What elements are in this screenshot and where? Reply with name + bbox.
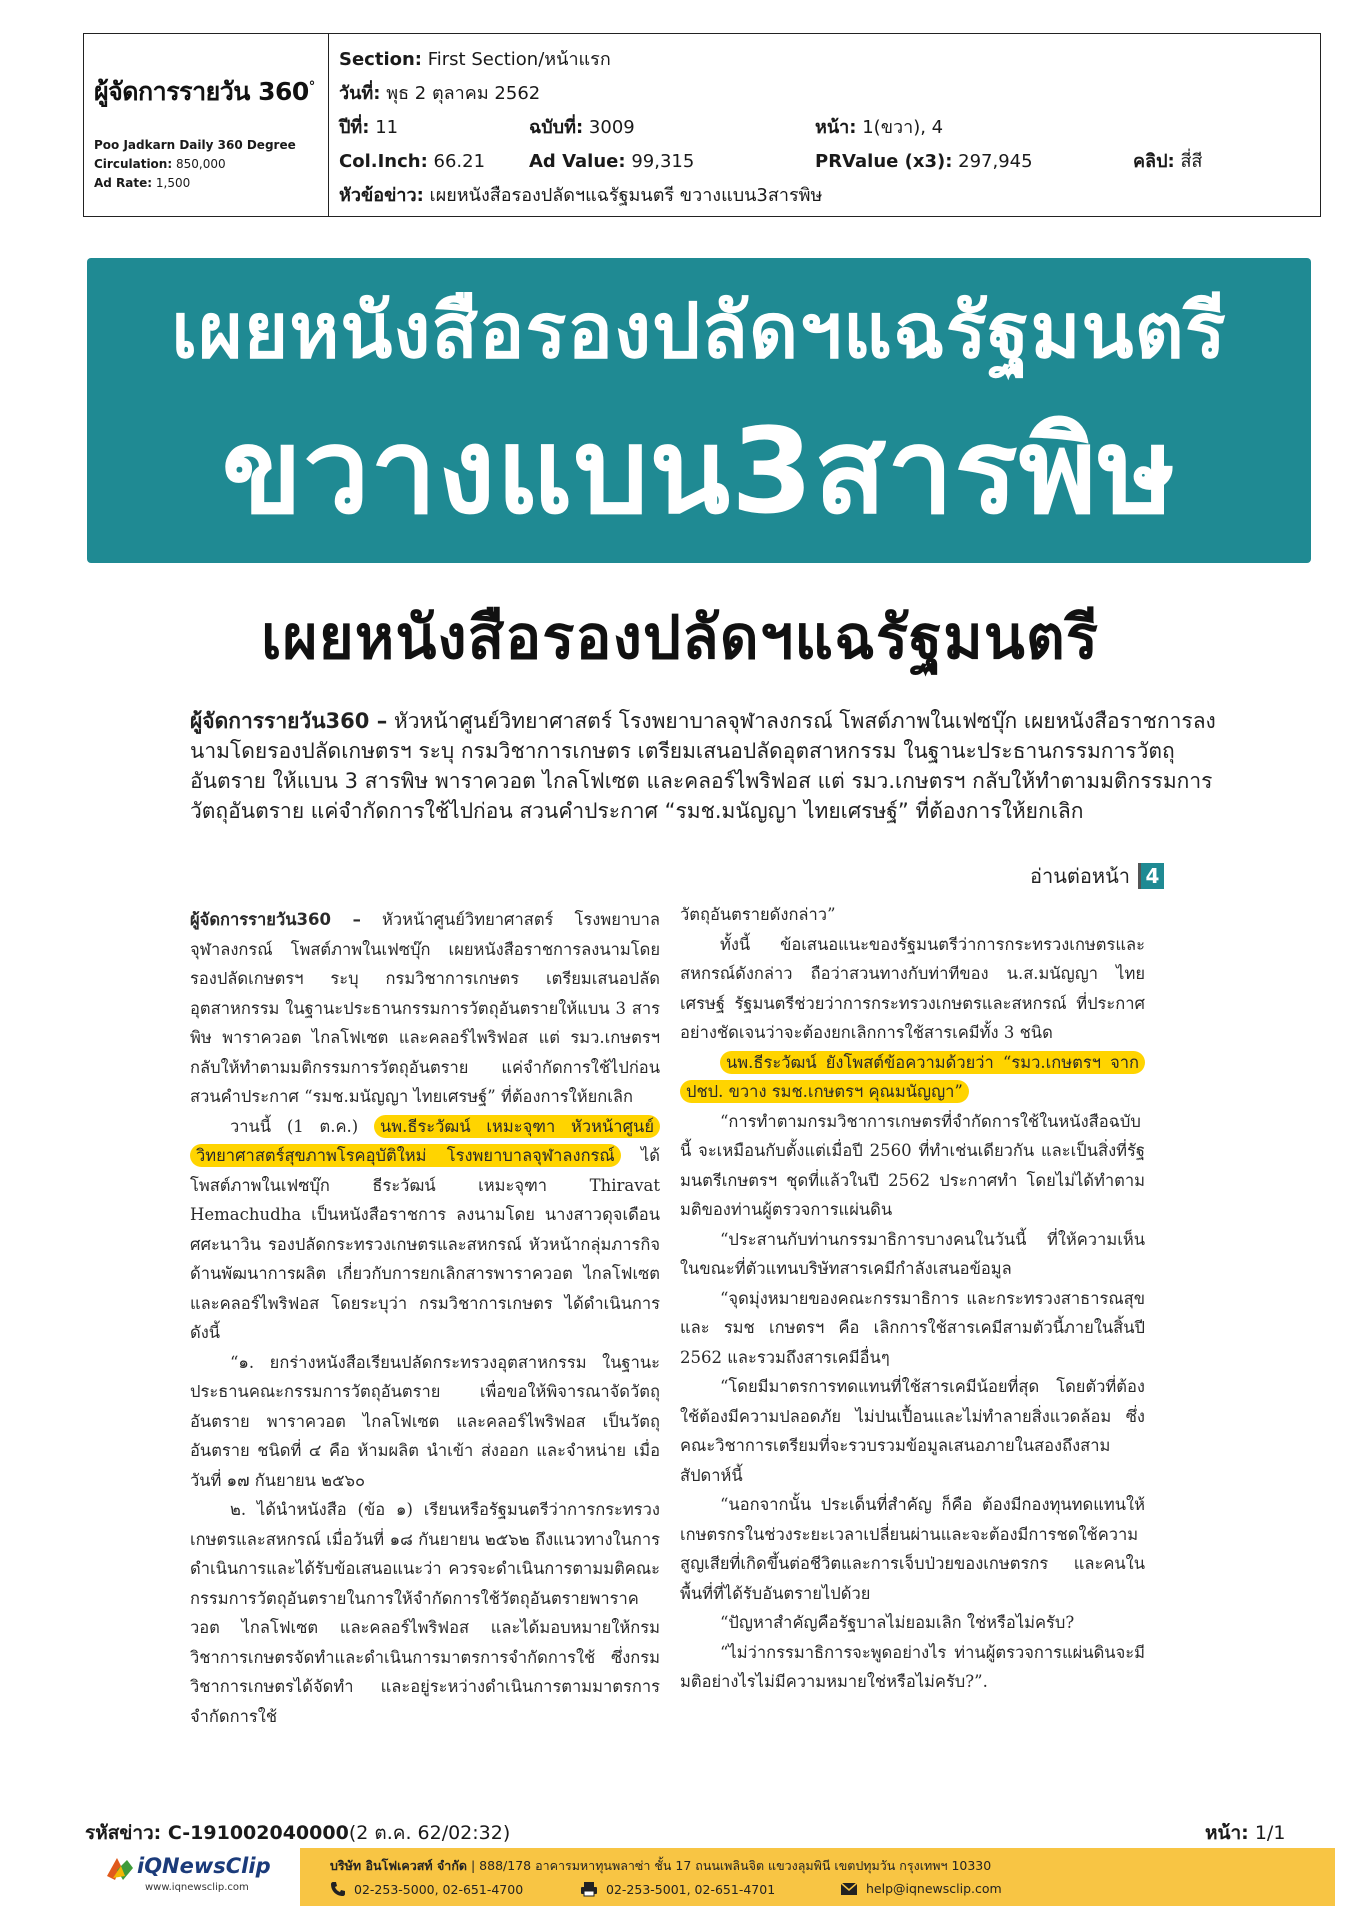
circulation: Circulation: 850,000 [94, 157, 226, 171]
paragraph: วัตถุอันตรายดังกล่าว” [680, 905, 836, 924]
value-row: Col.Inch: 66.21 Ad Value: 99,315 PRValue (x3): 297,945 คลิป: สี่สี [339, 151, 1203, 172]
paragraph: “ปัญหาสำคัญคือรัฐบาลไม่ยอมเลิก ใช่หรือไม่ครับ? [720, 1613, 1075, 1632]
clipping-details [329, 34, 1320, 216]
year-row: ปีที่: 11 ฉบับที่: 3009 หน้า: 1(ขวา), 4 [339, 117, 944, 138]
lead-byline: ผู้จัดการรายวัน360 – [190, 709, 388, 733]
article-lead [190, 706, 1220, 826]
paragraph: “จุดมุ่งหมายของคณะกรรมาธิการ และกระทรวงสาธารณสุข และ รมช เกษตรฯ คือ เลิกการใช้สารเคมีสามตัวนี้ภายในสิ้นปี 2562 และรวมถึงสารเคมีอื่นๆ [680, 1288, 1145, 1367]
headline-banner [87, 258, 1311, 563]
paragraph: วานนี้ (1 ต.ค.) นพ.ธีระวัฒน์ เหมะจุฑา หัวหน้าศูนย์วิทยาศาสตร์สุขภาพโรคอุบัติใหม่ โรงพยาบาลจุฬาลงกรณ์ ได้โพสต์ภาพในเฟซบุ๊ก ธีระวัฒน์ เหมะจุฑา Thiravat Hemachudha เป็นหนังสือราชการ ลงนามโดย นางสาวดุจเดือน ศศะนาวิน รองปลัดกระทรวงเกษตรและสหกรณ์ หัวหน้ากลุ่มภารกิจด้านพัฒนาการผลิต เกี่ยวกับการยกเลิกสารพาราควอต ไกลโฟเซต และคลอร์ไพริฟอส โดยระบุว่า กรมวิชาการเกษตร ได้ดำเนินการ ดังนี้ [190, 1116, 660, 1342]
paragraph: ทั้งนี้ ข้อเสนอแนะของรัฐมนตรีว่าการกระทรวงเกษตรและสหกรณ์ดังกล่าว ถือว่าสวนทางกับท่าทีของ น.ส.มนัญญา ไทยเศรษฐ์ รัฐมนตรีช่วยว่าการกระทรวงเกษตรและสหกรณ์ ที่ประกาศอย่างชัดเจนว่าจะต้องยกเลิกการใช้สารเคมีทั้ง 3 ชนิด [680, 934, 1145, 1042]
contact-bar [300, 1848, 1335, 1906]
email-icon [840, 1882, 858, 1896]
publication-name-en: Poo Jadkarn Daily 360 Degree [94, 138, 296, 152]
phone-icon [330, 1881, 346, 1897]
paragraph: “โดยมีมาตรการทดแทนที่ใช้สารเคมีน้อยที่สุด โดยตัวที่ต้องใช้ต้องมีความปลอดภัย ไม่ปนเปื้อนและไม่ทำลายสิ่งแวดล้อม ซึ่งคณะวิชาการเตรียมที่จะรวบรวมข้อมูลเสนอภายในสองถึงสามสัปดาห์นี้ [680, 1377, 1145, 1485]
paragraph: “ไม่ว่ากรรมาธิการจะพูดอย่างไร ท่านผู้ตรวจการแผ่นดินจะมีมติอย่างไรไม่มีความหมายใช่หรือไม่ครับ?”. [680, 1642, 1145, 1691]
paragraph: ผู้จัดการรายวัน360 – หัวหน้าศูนย์วิทยาศาสตร์ โรงพยาบาลจุฬาลงกรณ์ โพสต์ภาพในเฟซบุ๊ก เผยหนังสือราชการลงนามโดยรองปลัดเกษตรฯ ระบุ กรมวิชาการเกษตร เตรียมเสนอปลัดอุตสาหกรรม ในฐานะประธานกรรมการวัตถุอันตรายให้แบน 3 สารพิษ พาราควอต ไกลโฟเซต และคลอร์ไพริฟอส แต่ รมว.เกษตรฯ กลับให้ทำตามมติกรรมการวัตถุอันตราย แค่จำกัดการใช้ไปก่อน สวนคำประกาศ “รมช.มนัญญา ไทยเศรษฐ์” ที่ต้องการให้ยกเลิก [190, 910, 660, 1106]
article-subheadline: เผยหนังสือรองปลัดฯแฉรัฐมนตรี [260, 603, 1100, 673]
publication-name: ผู้จัดการรายวัน 360° [94, 77, 315, 106]
banner-headline-line2: ขวางแบน3สารพิษ [221, 402, 1177, 540]
paragraph [680, 1048, 1145, 1107]
clipping-metadata-box [83, 33, 1321, 217]
paragraph: “๑. ยกร่างหนังสือเรียนปลัดกระทรวงอุตสาหกรรม ในฐานะประธานคณะกรรมการวัตถุอันตราย เพื่อขอให้พิจารณาจัดวัตถุอันตราย พาราควอต ไกลโฟเซต และคลอร์ไพริฟอส เป็นวัตถุอันตราย ชนิดที่ ๔ คือ ห้ามผลิต นำเข้า ส่งออก และจำหน่าย เมื่อวันที่ ๑๗ กันยายน ๒๕๖๐ [190, 1352, 660, 1490]
page-indicator: หน้า: 1/1 [1205, 1822, 1286, 1844]
date-row: วันที่: พุธ 2 ตุลาคม 2562 [339, 83, 541, 104]
headline-row: หัวข้อข่าว: เผยหนังสือรองปลัดฯแฉรัฐมนตรี ขวางแบน3สารพิษ [339, 185, 823, 206]
read-more-label: อ่านต่อหน้า [1030, 864, 1130, 888]
highlighted-text: นพ.ธีระวัฒน์ เหมะจุฑา หัวหน้าศูนย์วิทยาศาสตร์สุขภาพโรคอุบัติใหม่ โรงพยาบาลจุฬาลงกรณ์ [190, 1115, 660, 1168]
article-column-left [190, 905, 660, 1731]
read-more-page: 4 [1138, 863, 1164, 889]
fax-icon [580, 1881, 598, 1897]
contact-phone: 02-253-5000, 02-651-4700 [330, 1881, 523, 1897]
banner-headline-line1: เผยหนังสือรองปลัดฯแฉรัฐมนตรี [171, 286, 1227, 375]
highlighted-text: นพ.ธีระวัฒน์ ยังโพสต์ข้อความด้วยว่า “รมว.เกษตรฯ จาก ปชป. ขวาง รมช.เกษตรฯ คุณมนัญญา” [680, 1051, 1145, 1104]
contact-email[interactable]: help@iqnewsclip.com [840, 1881, 1002, 1896]
article-column-right [680, 900, 1145, 1697]
iqnewsclip-logo[interactable]: iQNewsClip www.iqnewsclip.com [105, 1852, 285, 1902]
section-row: Section: First Section/หน้าแรก [339, 49, 611, 70]
read-more-link[interactable] [1030, 860, 1164, 892]
publication-info [84, 34, 329, 216]
contact-fax: 02-253-5001, 02-651-4701 [580, 1881, 775, 1897]
paragraph: “การทำตามกรมวิชาการเกษตรที่จำกัดการใช้ในหนังสือฉบับนี้ จะเหมือนกับตั้งแต่เมื่อปี 2560 ที่ทำเช่นเดียวกัน และเป็นสิ่งที่รัฐมนตรีเกษตรฯ ชุดที่แล้วในปี 2562 ประกาศทำ โดยไม่ได้ทำตามมติของท่านผู้ตรวจการแผ่นดิน [680, 1111, 1145, 1219]
paragraph: “ประสานกับท่านกรรมาธิการบางคนในวันนี้ ที่ให้ความเห็นในขณะที่ตัวแทนบริษัทสารเคมีกำลังเสนอข้อมูล [680, 1229, 1145, 1278]
paragraph: “นอกจากนั้น ประเด็นที่สำคัญ ก็คือ ต้องมีกองทุนทดแทนให้เกษตรกรในช่วงระยะเวลาเปลี่ยนผ่านและจะต้องมีการชดใช้ความสูญเสียที่เกิดขึ้นต่อชีวิตและการเจ็บป่วยของเกษตรกร และคนในพื้นที่ที่ได้รับอันตรายไปด้วย [680, 1495, 1145, 1603]
lead-text: หัวหน้าศูนย์วิทยาศาสตร์ โรงพยาบาลจุฬาลงกรณ์ โพสต์ภาพในเฟซบุ๊ก เผยหนังสือราชการลงนามโดยรองปลัดเกษตรฯ ระบุ กรมวิชาการเกษตร เตรียมเสนอปลัดอุตสาหกรรม ในฐานะประธานกรรมการวัตถุอันตราย ให้แบน 3 สารพิษ พาราควอต ไกลโฟเซต และคลอร์ไพริฟอส แต่ รมว.เกษตรฯ กลับให้ทำตามมติกรรมการวัตถุอันตราย แค่จำกัดการใช้ไปก่อน สวนคำประกาศ “รมช.มนัญญา ไทยเศรษฐ์” ที่ต้องการให้ยกเลิก [190, 709, 1216, 823]
ad-rate: Ad Rate: 1,500 [94, 176, 191, 190]
logo-mark-icon [105, 1856, 135, 1882]
paragraph: ๒. ได้นำหนังสือ (ข้อ ๑) เรียนหรือรัฐมนตรีว่าการกระทรวงเกษตรและสหกรณ์ เมื่อวันที่ ๑๘ กันยายน ๒๕๖๒ ถึงแนวทางในการดำเนินการและได้รับข้อเสนอแนะว่า ควรจะดำเนินการตามมติคณะกรรมการวัตถุอันตรายในการให้จำกัดการใช้วัตถุอันตรายพาราควอต ไกลโฟเซต และคลอร์ไพริฟอส และได้มอบหมายให้กรมวิชาการเกษตรจัดทำและดำเนินการมาตรการจำกัดการใช้ ซึ่งกรมวิชาการเกษตรได้จัดทำ และอยู่ระหว่างดำเนินการตามมาตรการจำกัดการใช้ [190, 1500, 660, 1726]
news-code: รหัสข่าว: C-191002040000(2 ต.ค. 62/02:32) [85, 1822, 511, 1844]
company-address: บริษัท อินโฟเควสท์ จำกัด | 888/178 อาคารมหาทุนพลาซ่า ชั้น 17 ถนนเพลินจิต แขวงลุมพินี เขตปทุมวัน กรุงเทพฯ 10330 [330, 1858, 992, 1873]
